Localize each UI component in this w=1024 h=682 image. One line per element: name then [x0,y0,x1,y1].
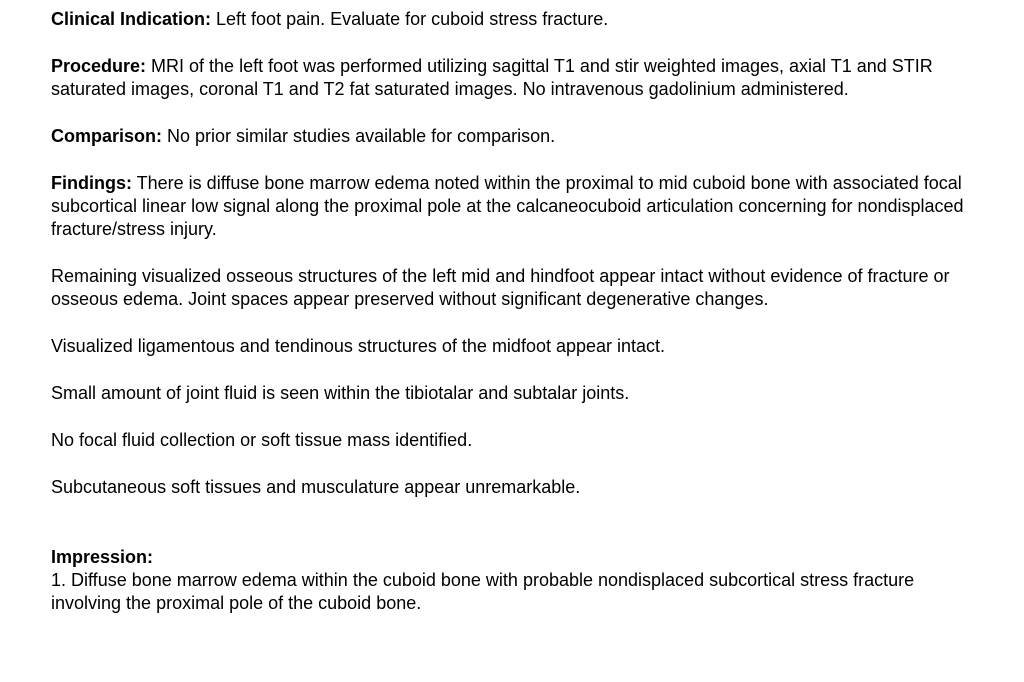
clinical-indication-label: Clinical Indication: [51,9,212,29]
clinical-indication-section [51,8,984,31]
comparison-label: Comparison: [51,126,163,146]
findings-text: There is diffuse bone marrow edema noted within the proximal to mid cuboid bone with associated focal subcortical linear low signal along the proximal pole at the calcaneocuboid articulation concerning for nondisplaced fracture/stress injury. [51,173,964,239]
comparison-section [51,125,984,148]
findings-paragraph: Visualized ligamentous and tendinous structures of the midfoot appear intact. [51,336,666,356]
findings-paragraph: Remaining visualized osseous structures of the left mid and hindfoot appear intact without evidence of fracture or osseous edema. Joint spaces appear preserved without significant degenerative changes. [51,266,950,309]
findings-paragraph: Subcutaneous soft tissues and musculature appear unremarkable. [51,477,581,497]
clinical-indication-text: Left foot pain. Evaluate for cuboid stress fracture. [211,9,609,29]
findings-paragraph: No focal fluid collection or soft tissue mass identified. [51,430,473,450]
procedure-text: MRI of the left foot was performed utilizing sagittal T1 and stir weighted images, axial T1 and STIR saturated images, coronal T1 and T2 fat saturated images. No intravenous gadolinium administered. [51,56,933,99]
comparison-text: No prior similar studies available for comparison. [162,126,556,146]
procedure-section [51,55,984,101]
findings-section [51,172,984,241]
impression-item: 1. Diffuse bone marrow edema within the cuboid bone with probable nondisplaced subcortical stress fracture involving the proximal pole of the cuboid bone. [51,570,915,613]
findings-paragraph: Small amount of joint fluid is seen within the tibiotalar and subtalar joints. [51,383,630,403]
procedure-label: Procedure: [51,56,147,76]
impression-section [51,546,984,615]
findings-label: Findings: [51,173,132,193]
impression-label: Impression: [51,547,154,567]
